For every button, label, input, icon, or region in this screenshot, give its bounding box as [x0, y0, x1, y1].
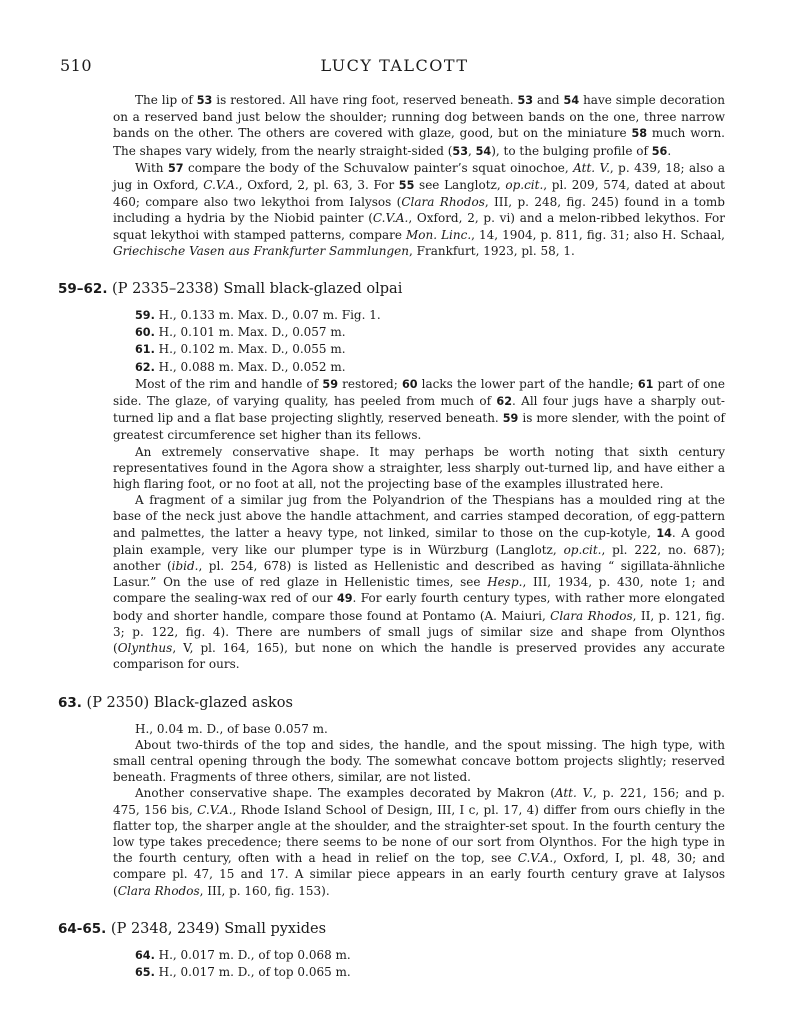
measurement-line: 60. H., 0.101 m. Max. D., 0.057 m. — [135, 325, 346, 340]
catalogue-number-ref: 59 — [502, 412, 519, 426]
catalogue-number-ref: 53 — [452, 144, 468, 158]
entry-title: (P 2350) Black-glazed askos — [81, 694, 293, 711]
catalogue-number-ref: 57 — [167, 161, 184, 175]
citation-italic: C.V.A. — [517, 851, 554, 866]
citation-italic: Clara Rhodos — [117, 883, 200, 898]
entry-title: (P 2335–2338) Small black-glazed olpai — [107, 281, 403, 298]
citation-italic: Mon. Linc. — [405, 227, 472, 242]
citation-italic: Att. V. — [573, 160, 610, 175]
intro-paragraph: With 57 compare the body of the Schuvalow painter’s squat oinochoe, Att. V., p. 439, 18; also a jug in Oxford, C.V.A., Oxford, 2, pl. 63, 3. For 55 see Langlotz, op.cit., pl. 209, 574, dated at about 460; compare also two lekythoi from Ialysos (Clara Rhodos, III, p. 248, fig. 245) found in a tomb including a hydria by the Niobid painter (C.V.A., Oxford, 2, p. vi) and a melon-ribbed lekythos. For squat lekythoi with stamped patterns, compare Mon. Linc., 14, 1904, p. 811, fig. 31; also H. Schaal, Griechische Vasen aus Frankfurter Sammlungen, Frankfurt, 1923, pl. 58, 1. — [113, 160, 726, 258]
measurement-line: 65. H., 0.017 m. D., of top 0.065 m. — [135, 964, 351, 979]
entry-paragraph: Most of the rim and handle of 59 restored; 60 lacks the lower part of the handle; 61 part of one side. The glaze, of varying quality, has peeled from much of 62. All four jugs have a sharply out-turned lip and a flat base projecting slightly, reserved beneath. 59 is more slender, with the point of greatest circumference set higher than its fellows. — [113, 376, 726, 443]
catalogue-number-ref: 60 — [401, 377, 418, 391]
entry-paragraph: A fragment of a similar jug from the Polyandrion of the Thespians has a moulded ring at the base of the neck just above the handle attachment, and carries stamped decoration, of egg-pattern and palmettes, the latter a heavy type, not linked, similar to those on the cup-kotyle, 14. A good plain example, very like our plumper type is in Würzburg (Langlotz, op.cit., pl. 222, no. 687); another (ibid., pl. 254, 678) is listed as Hellenistic and described as having “ sigillata-ähnliche Lasur.” On the use of red glaze in Hellenistic times, see Hesp., III, 1934, p. 430, note 1; and compare the sealing-wax red of our 49. For early fourth century types, with rather more elongated body and shorter handle, compare those found at Pontamo (A. Maiuri, Clara Rhodos, II, p. 121, fig. 3; p. 122, fig. 4). There are numbers of small jugs of similar size and shape from Olynthos (Olynthus, V, pl. 164, 165), but none on which the handle is preserved provides any accurate comparison for ours. — [113, 493, 726, 672]
catalogue-number-ref: 62. — [135, 360, 155, 374]
catalogue-number-ref: 59 — [322, 377, 338, 391]
catalogue-number-ref: 49 — [336, 592, 353, 606]
catalogue-number-ref: 14 — [656, 526, 672, 540]
catalogue-number-ref: 64. — [135, 948, 155, 962]
citation-italic: Hesp. — [487, 575, 523, 590]
entry-number: 64-65. — [58, 920, 107, 937]
entry-paragraph: An extremely conservative shape. It may perhaps be worth noting that sixth century representatives found in the Agora show a straighter, less sharply out-turned lip, and have either a high flaring foot, or no foot at all, not the projecting base of the examples illustrated here. — [113, 444, 725, 492]
catalogue-number-ref: 54 — [475, 144, 492, 158]
catalogue-number-ref: 56 — [651, 144, 668, 158]
catalogue-number-ref: 60. — [135, 326, 155, 340]
citation-italic: op.cit. — [563, 542, 602, 557]
entry-number: 63. — [58, 694, 82, 711]
citation-italic: C.V.A. — [197, 802, 233, 817]
running-head: LUCY TALCOTT — [320, 56, 469, 75]
entry-title: (P 2348, 2349) Small pyxides — [106, 920, 327, 937]
citation-italic: op.cit. — [505, 178, 544, 193]
page-body — [58, 92, 726, 981]
entry-paragraph: Another conservative shape. The examples decorated by Makron (Att. V., p. 221, 156; and p. 475, 156 bis, C.V.A., Rhode Island School of Design, III, I c, pl. 17, 4) differ from ours chiefly in the flatter top, the sharper angle at the shoulder, and the straighter-set spout. In the fourth century the low type takes precedence; there seems to be none of our sort from Olynthos. For the high type in the fourth century, often with a head in relief on the top, see C.V.A., Oxford, I, pl. 48, 30; and compare pl. 47, 15 and 17. A similar piece appears in an early fourth century grave at Ialysos (Clara Rhodos, III, p. 160, fig. 153). — [113, 786, 725, 898]
measurement-line: H., 0.04 m. D., of base 0.057 m. — [135, 721, 328, 736]
catalogue-number-ref: 61. — [135, 343, 155, 357]
catalogue-number-ref: 53 — [196, 94, 213, 107]
citation-italic: C.V.A. — [372, 211, 409, 226]
citation-italic: Olynthus — [117, 641, 173, 656]
catalogue-number-ref: 61 — [637, 377, 654, 391]
measurement-line: 59. H., 0.133 m. Max. D., 0.07 m. Fig. 1. — [135, 308, 381, 323]
entry-heading — [58, 920, 725, 938]
measurement-line: 62. H., 0.088 m. Max. D., 0.052 m. — [135, 359, 346, 374]
citation-italic: Griechische Vasen aus Frankfurter Sammlungen — [113, 243, 409, 258]
catalogue-number-ref: 58 — [631, 127, 648, 141]
catalogue-number-ref: 55 — [398, 179, 415, 193]
entry-number: 59–62. — [58, 281, 108, 298]
catalogue-number-ref: 65. — [135, 965, 155, 979]
page-header — [60, 56, 729, 80]
entry-paragraph: About two-thirds of the top and sides, the handle, and the spout missing. The high type, with small central opening through the body. The somewhat concave bottom projects slightly; reserved beneath. Fragments of three others, similar, are not listed. — [113, 737, 725, 785]
intro-paragraph: The lip of 53 is restored. All have ring foot, reserved beneath. 53 and 54 have simple decoration on a reserved band just below the shoulder; running dog between bands on the one, three narrow bands on the other. The others are covered with glaze, good, but on the miniature 58 much worn. The shapes vary widely, from the nearly straight-sided (53, 54), to the bulging profile of 56. — [113, 93, 725, 158]
citation-italic: C.V.A. — [203, 178, 239, 193]
citation-italic: ibid. — [171, 559, 199, 574]
catalogue-number-ref: 62 — [496, 395, 512, 409]
measurement-line: 64. H., 0.017 m. D., of top 0.068 m. — [135, 947, 351, 962]
entry-heading — [58, 694, 725, 712]
citation-italic: Clara Rhodos — [550, 608, 633, 623]
page-number: 510 — [60, 56, 93, 75]
catalogue-number-ref: 54 — [563, 94, 580, 107]
catalogue-entries — [58, 280, 726, 981]
catalogue-number-ref: 53 — [517, 94, 534, 107]
entry-heading — [58, 280, 725, 298]
citation-italic: Clara Rhodos — [401, 195, 485, 210]
measurement-line: 61. H., 0.102 m. Max. D., 0.055 m. — [135, 342, 346, 357]
catalogue-number-ref: 59. — [135, 309, 155, 323]
citation-italic: Att. V. — [554, 786, 593, 801]
